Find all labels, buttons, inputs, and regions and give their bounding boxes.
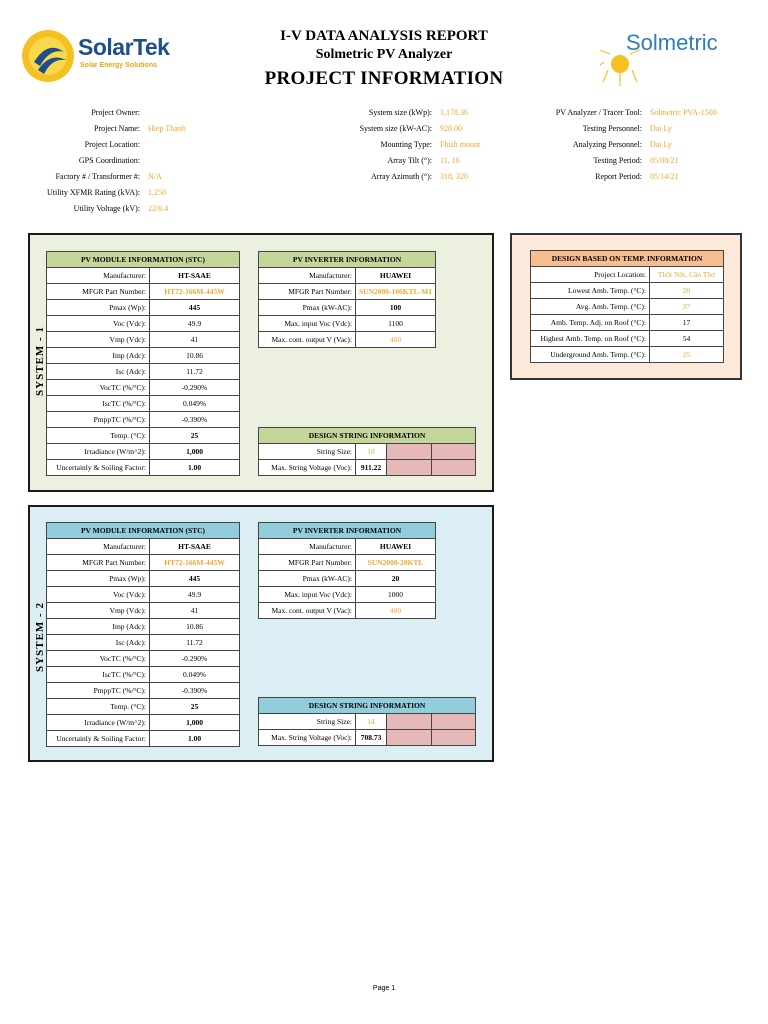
temp-design-panel: [510, 233, 742, 380]
table-row: MFGR Part Number: HT72-166M-445W: [47, 284, 240, 300]
table-row: String Size: 14 - -: [259, 714, 476, 730]
table-row: Irradiance (W/m^2): 1,000: [47, 444, 240, 460]
table-row: VocTC (%/°C): -0.290%: [47, 651, 240, 667]
section-title: PROJECT INFORMATION: [264, 68, 504, 89]
table-row: Temp. (°C): 25: [47, 699, 240, 715]
system-2-label: SYSTEM - 2: [34, 602, 46, 672]
solartek-tagline: Solar Energy Solutions: [80, 62, 158, 69]
info-row: Project Owner:: [91, 108, 140, 117]
table-row: IscTC (%/°C): 0.049%: [47, 396, 240, 412]
solartek-name: SolarTek: [78, 34, 170, 60]
report-title: I-V DATA ANALYSIS REPORT: [280, 28, 488, 44]
table-row: Vmp (Vdc): 41: [47, 603, 240, 619]
table-row: Imp (Adc): 10.86: [47, 619, 240, 635]
table-row: Avg. Amb. Temp. (°C): 37: [531, 299, 724, 315]
system-2-string-table: [258, 697, 476, 746]
table-row: Irradiance (W/m^2): 1,000: [47, 715, 240, 731]
table-row: MFGR Part Number: HT72-166M-445W: [47, 555, 240, 571]
table-row: Uncertainly & Soiling Factor: 1.00: [47, 731, 240, 747]
table-row: Manufacturer: HT-SAAE: [47, 539, 240, 555]
inverter-table-header: PV INVERTER INFORMATION: [259, 252, 436, 268]
table-row: Pmax (kW-AC): 20: [259, 571, 436, 587]
temp-design-table: [530, 250, 724, 363]
info-row: Testing Period: 05/08/21: [593, 156, 679, 165]
info-row: PV Analyzer / Tracer Tool: Solmetric PVA-1500: [555, 108, 717, 117]
project-info-col2: [322, 105, 480, 185]
solmetric-logo: [600, 24, 750, 94]
table-row: Max. String Voltage (Voc): 911.22 - -: [259, 460, 476, 476]
info-row: System size (kWp): 1,178.36: [368, 108, 468, 117]
system-1-module-table: [46, 251, 240, 476]
system-1-inverter-table: [258, 251, 436, 348]
table-row: VocTC (%/°C): -0.290%: [47, 380, 240, 396]
table-row: Manufacturer: HUAWEI: [259, 268, 436, 284]
system-1-label: SYSTEM - 1: [34, 326, 46, 396]
table-row: Max. String Voltage (Voc): 708.73 - -: [259, 730, 476, 746]
info-row: Report Period: 05/14/21: [595, 172, 679, 181]
table-row: String Size: 18 - -: [259, 444, 476, 460]
system-2-module-table: [46, 522, 240, 747]
info-row: Utility Voltage (kV): 22/0.4: [73, 204, 169, 213]
string-table-header: DESIGN STRING INFORMATION: [259, 698, 476, 714]
table-row: Pmax (Wp): 445: [47, 300, 240, 316]
info-row: Analyzing Personnel: Dai Ly: [572, 140, 672, 149]
table-row: Amb. Temp. Adj. on Roof (°C): 17: [531, 315, 724, 331]
table-row: Highest Amb. Temp. on Roof (°C): 54: [531, 331, 724, 347]
table-row: Project Location: Thốt Nốt, Cần Thơ: [531, 267, 724, 283]
table-row: Lowest Amb. Temp. (°C): 20: [531, 283, 724, 299]
table-row: Vmp (Vdc): 41: [47, 332, 240, 348]
table-row: Pmax (kW-AC): 100: [259, 300, 436, 316]
project-info-col3: [530, 105, 717, 185]
page-number: Page 1: [372, 985, 396, 992]
info-row: Utility XFMR Rating (kVA): 1,250: [47, 188, 166, 197]
table-row: MFGR Part Number: SUN2000-20KTL: [259, 555, 436, 571]
report-subtitle: Solmetric PV Analyzer: [315, 47, 453, 62]
project-info-col1: [20, 105, 186, 217]
solmetric-name: Solmetric: [626, 30, 718, 55]
table-row: Voc (Vdc): 49.9: [47, 587, 240, 603]
table-row: Max. input Voc (Vdc): 1100: [259, 316, 436, 332]
string-table-header: DESIGN STRING INFORMATION: [259, 428, 476, 444]
table-row: Underground Amb. Temp. (°C): 25: [531, 347, 724, 363]
info-row: Factory # / Transformer #: N/A: [55, 172, 162, 181]
table-row: MFGR Part Number: SUN2000-100KTL-M1: [259, 284, 436, 300]
temp-table-header: DESIGN BASED ON TEMP. INFORMATION: [531, 251, 724, 267]
table-row: Pmax (Wp): 445: [47, 571, 240, 587]
table-row: Imp (Adc): 10.86: [47, 348, 240, 364]
info-row: Array Tilt (°): 11, 16: [387, 156, 460, 165]
table-row: Max. cont. output V (Vac): 400: [259, 332, 436, 348]
table-row: Temp. (°C): 25: [47, 428, 240, 444]
system-1-string-table: [258, 427, 476, 476]
table-row: Uncertainly & Soiling Factor: 1.00: [47, 460, 240, 476]
system-2-inverter-table: [258, 522, 436, 619]
info-row: Testing Personnel: Dai Ly: [582, 124, 672, 133]
table-row: Manufacturer: HUAWEI: [259, 539, 436, 555]
table-row: Isc (Adc): 11.72: [47, 635, 240, 651]
module-table-header: PV MODULE INFORMATION (STC): [47, 523, 240, 539]
info-row: Project Name: Hiep Thanh: [94, 124, 186, 133]
table-row: Max. input Voc (Vdc): 1000: [259, 587, 436, 603]
info-row: System size (kW-AC): 920.00: [359, 124, 462, 133]
table-row: Voc (Vdc): 49.9: [47, 316, 240, 332]
table-row: Max. cont. output V (Vac): 400: [259, 603, 436, 619]
info-row: Mounting Type: Flush mount: [380, 140, 481, 149]
module-table-header: PV MODULE INFORMATION (STC): [47, 252, 240, 268]
table-row: PmppTC (%/°C): -0.390%: [47, 683, 240, 699]
table-row: IscTC (%/°C): 0.049%: [47, 667, 240, 683]
info-row: Array Azimuth (°): 318, 320: [371, 172, 468, 181]
info-row: Project Location:: [84, 140, 140, 149]
inverter-table-header: PV INVERTER INFORMATION: [259, 523, 436, 539]
table-row: PmppTC (%/°C): -0.390%: [47, 412, 240, 428]
table-row: Manufacturer: HT-SAAE: [47, 268, 240, 284]
system-1-panel: [28, 233, 494, 492]
info-row: GPS Coordination:: [78, 156, 140, 165]
system-2-panel: [28, 505, 494, 762]
table-row: Isc (Adc): 11.72: [47, 364, 240, 380]
